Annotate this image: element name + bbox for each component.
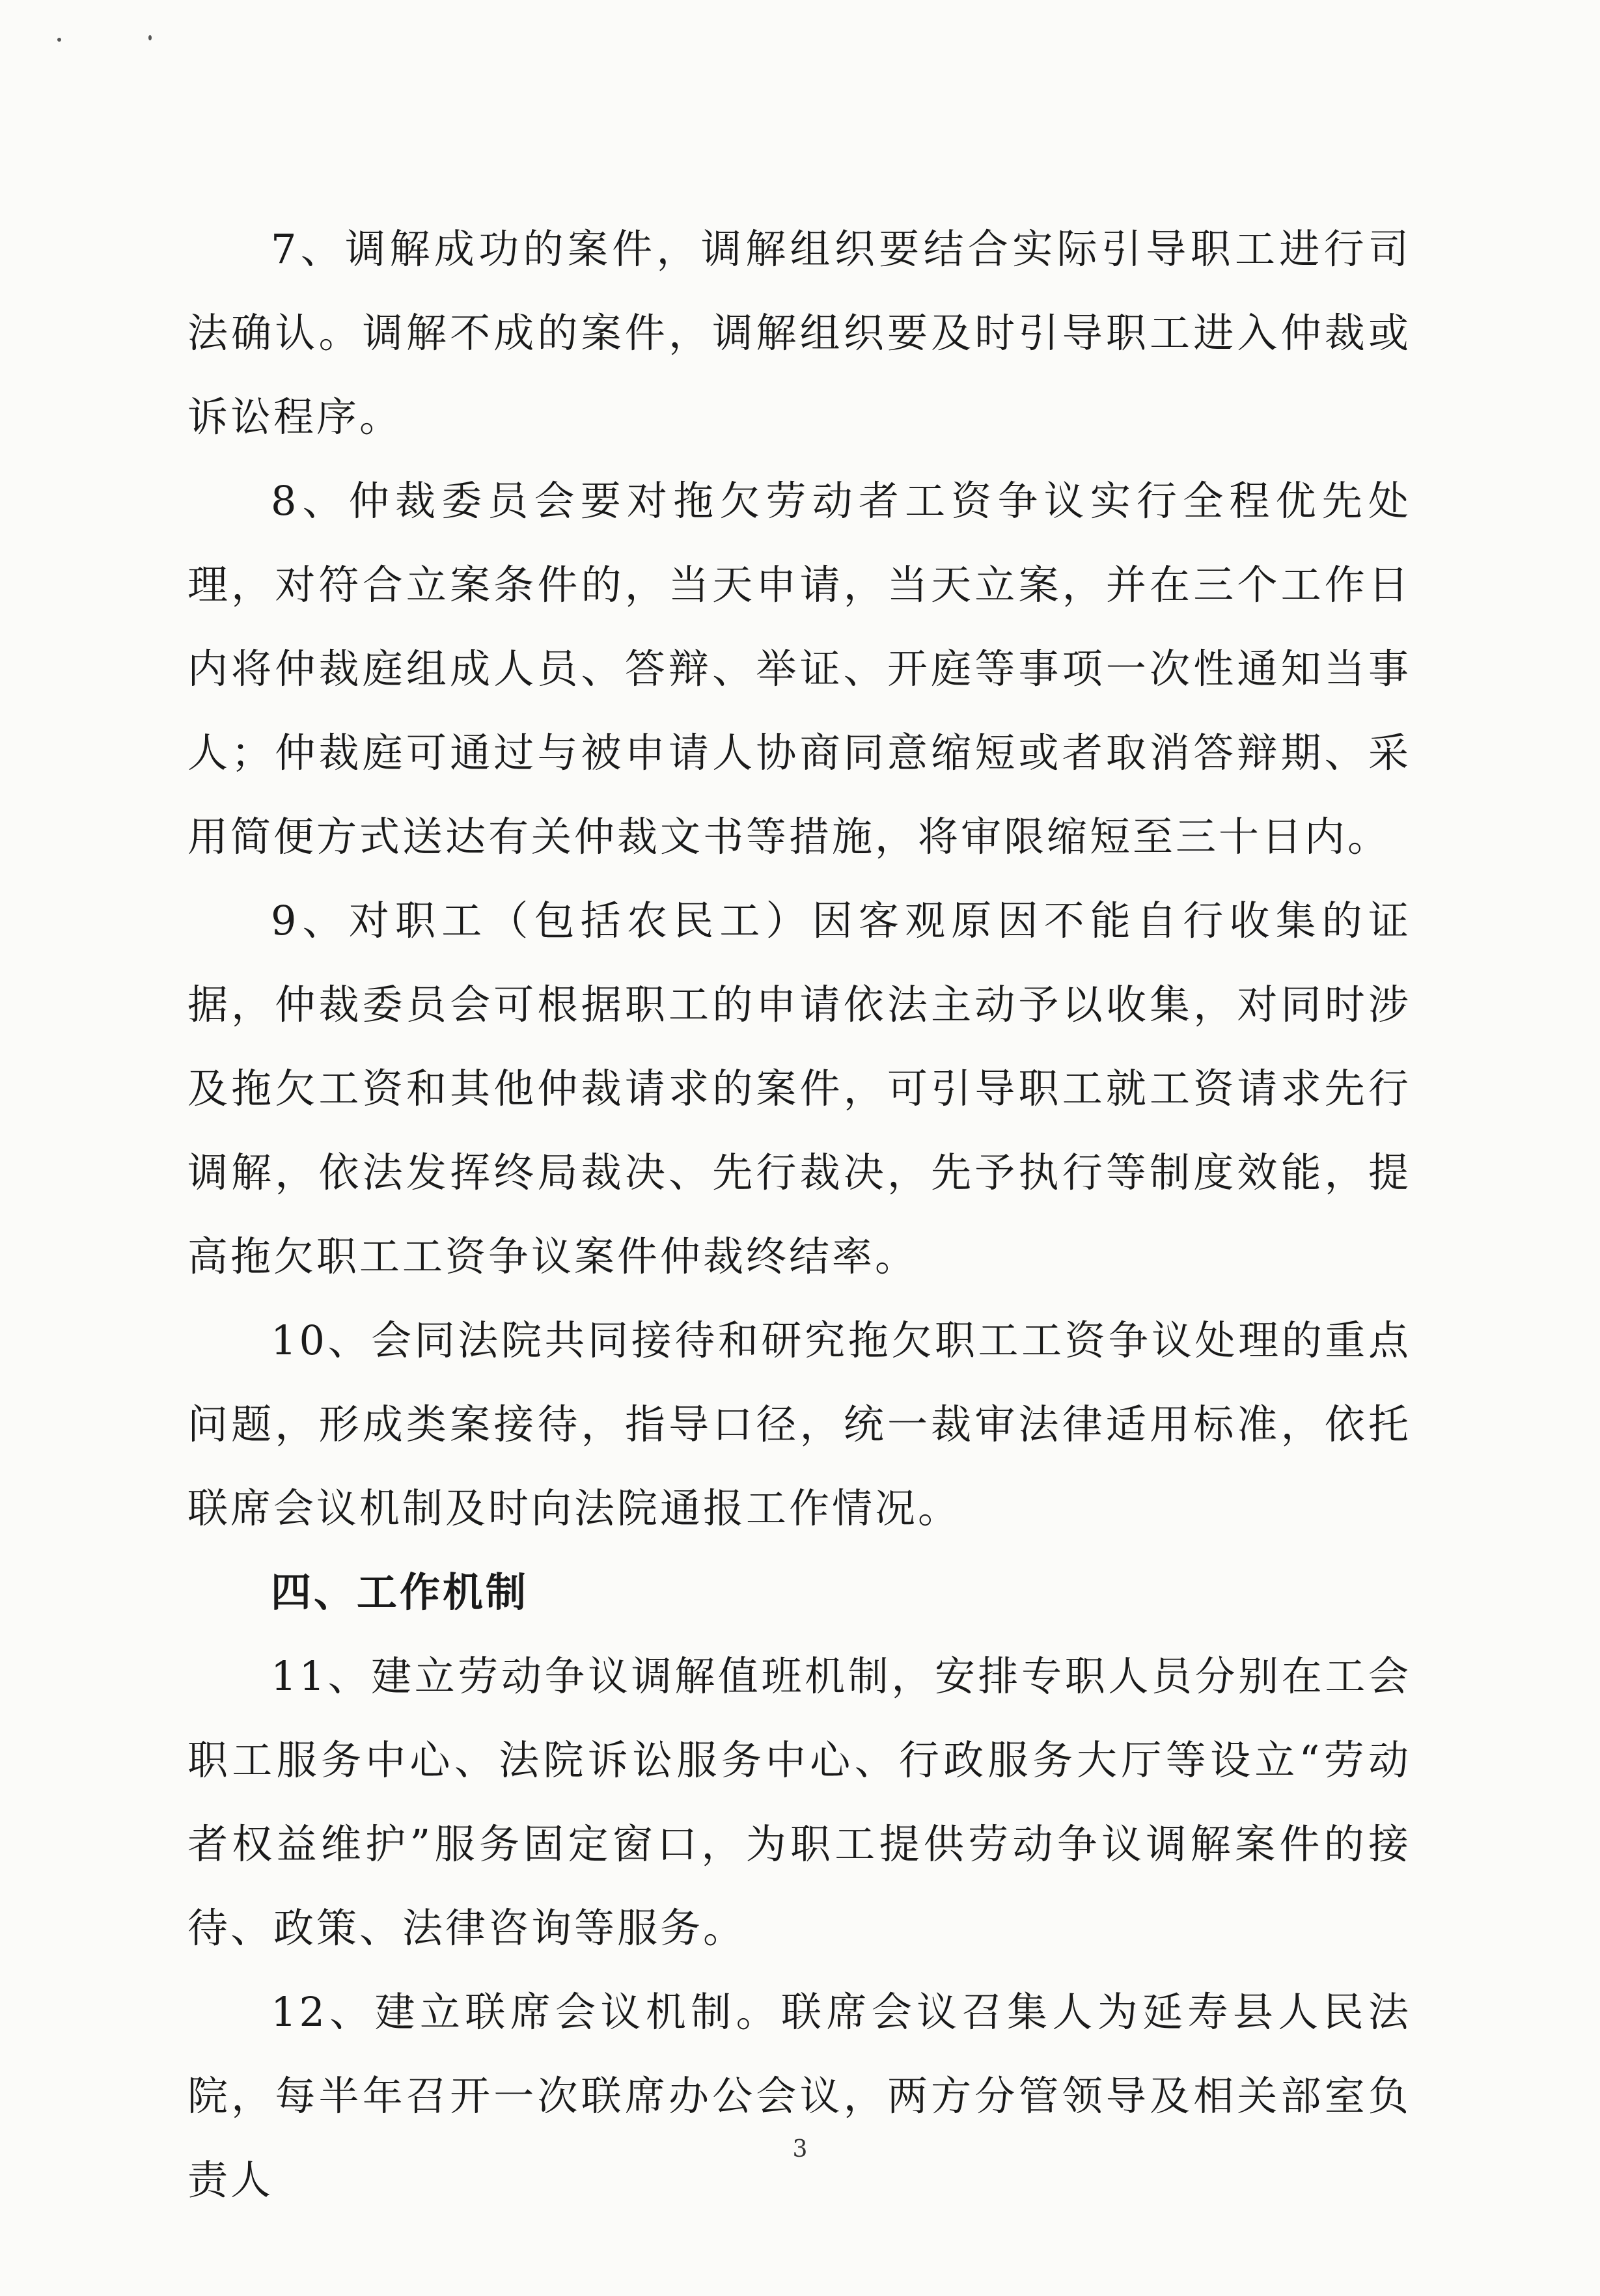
paragraph-9: 9、对职工（包括农民工）因客观原因不能自行收集的证据，仲裁委员会可根据职工的申请依法主动予以收集，对同时涉及拖欠工资和其他仲裁请求的案件，可引导职工就工资请求先行调解，依法发挥终局裁决、先行裁决，先予执行等制度效能，提高拖欠职工工资争议案件仲裁终结率。 [187, 897, 1411, 1280]
paragraph-8: 8、仲裁委员会要对拖欠劳动者工资争议实行全程优先处理，对符合立案条件的，当天申请，当天立案，并在三个工作日内将仲裁庭组成人员、答辩、举证、开庭等事项一次性通知当事人；仲裁庭可通过与被申请人协商同意缩短或者取消答辩期、采用简便方式送达有关仲裁文书等措施，将审限缩短至三十日内。 [187, 477, 1411, 860]
scan-speck-icon [57, 38, 61, 42]
paragraph-12: 12、建立联席会议机制。联席会议召集人为延寿县人民法院，每半年召开一次联席办公会议，两方分管领导及相关部室负责人 [187, 1988, 1411, 2204]
paragraph-11: 11、建立劳动争议调解值班机制，安排专职人员分别在工会职工服务中心、法院诉讼服务中心、行政服务大厅等设立“劳动者权益维护”服务固定窗口，为职工提供劳动争议调解案件的接待、政策、法律咨询等服务。 [187, 1652, 1411, 1952]
page-number: 3 [792, 2136, 808, 2163]
document-body [187, 207, 1411, 2222]
section-heading: 四、工作机制 [271, 1568, 529, 1616]
paragraph-7: 7、调解成功的案件，调解组织要结合实际引导职工进行司法确认。调解不成的案件，调解组织要及时引导职工进入仲裁或诉讼程序。 [187, 225, 1411, 441]
paragraph-10: 10、会同法院共同接待和研究拖欠职工工资争议处理的重点问题，形成类案接待，指导口径，统一裁审法律适用标准，依托联席会议机制及时向法院通报工作情况。 [187, 1317, 1411, 1532]
scan-speck-icon [148, 35, 152, 40]
